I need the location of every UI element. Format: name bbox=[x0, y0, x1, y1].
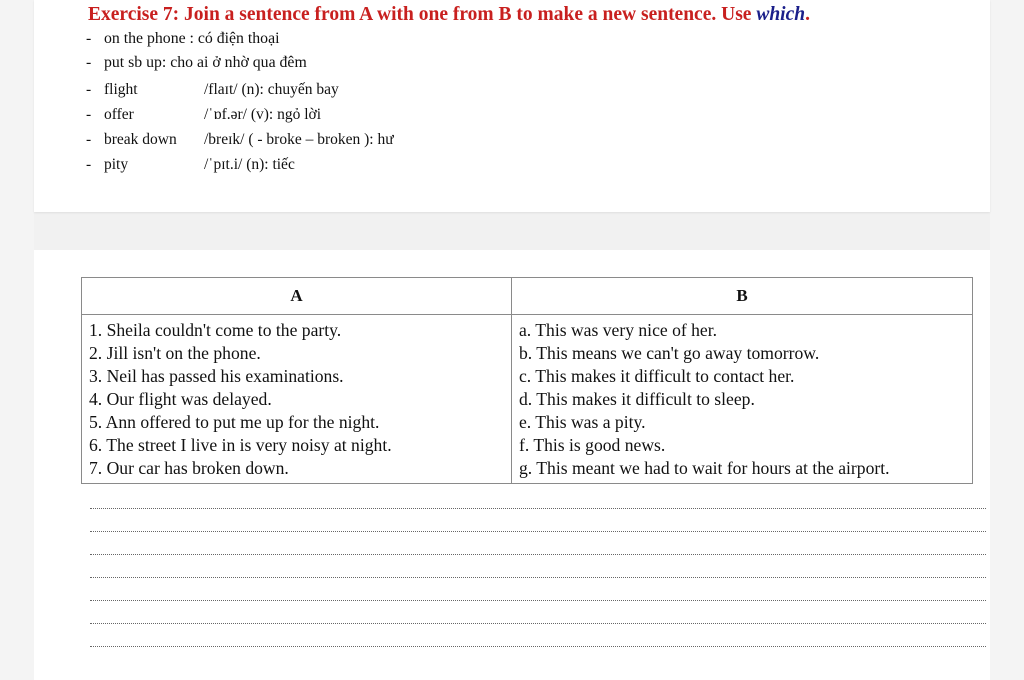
vocab-item bbox=[86, 81, 339, 99]
vocab-dash: - bbox=[86, 54, 92, 71]
answer-line bbox=[90, 646, 986, 647]
sentence-b-item: c. This makes it difficult to contact her. bbox=[519, 366, 795, 386]
vocab-item bbox=[86, 131, 394, 149]
answer-line bbox=[90, 531, 986, 532]
viewer-right-margin bbox=[990, 0, 1024, 680]
matching-table bbox=[81, 277, 973, 484]
vocab-definition: /breɪk/ ( - broke – broken ): hư bbox=[204, 131, 394, 148]
sentence-b-item: g. This meant we had to wait for hours at the airport. bbox=[519, 458, 890, 478]
sentence-a-item: 4. Our flight was delayed. bbox=[89, 389, 272, 409]
column-a-header: A bbox=[82, 278, 512, 315]
exercise-title-emphasis: which bbox=[756, 4, 806, 25]
answer-line bbox=[90, 554, 986, 555]
sentence-a-item: 7. Our car has broken down. bbox=[89, 458, 289, 478]
viewer-left-margin bbox=[0, 0, 34, 680]
vocab-item bbox=[86, 156, 295, 174]
vocab-dash: - bbox=[86, 106, 92, 123]
exercise-title bbox=[88, 4, 810, 26]
sentence-b-item: e. This was a pity. bbox=[519, 412, 646, 432]
answer-line bbox=[90, 508, 986, 509]
sentence-a-item: 1. Sheila couldn't come to the party. bbox=[89, 320, 342, 340]
vocab-text: on the phone : có điện thoại bbox=[104, 30, 280, 47]
vocab-term: break down bbox=[104, 131, 177, 148]
table-row bbox=[82, 315, 973, 484]
sentence-b-item: d. This makes it difficult to sleep. bbox=[519, 389, 755, 409]
vocab-item bbox=[86, 54, 307, 72]
answer-line bbox=[90, 600, 986, 601]
sentence-a-item: 6. The street I live in is very noisy at night. bbox=[89, 435, 392, 455]
column-b-header: B bbox=[512, 278, 973, 315]
sentence-b-item: b. This means we can't go away tomorrow. bbox=[519, 343, 820, 363]
vocab-term: offer bbox=[104, 106, 134, 123]
column-b-cell bbox=[512, 315, 973, 484]
vocab-term: pity bbox=[104, 156, 129, 173]
sentence-b-item: f. This is good news. bbox=[519, 435, 666, 455]
column-a-cell bbox=[82, 315, 512, 484]
table-header-row bbox=[82, 278, 973, 315]
vocab-dash: - bbox=[86, 81, 92, 98]
vocab-item bbox=[86, 30, 279, 48]
answer-line bbox=[90, 623, 986, 624]
exercise-title-end: . bbox=[805, 4, 810, 25]
exercise-title-text: Exercise 7: Join a sentence from A with one from B to make a new sentence. Use bbox=[88, 4, 752, 25]
answer-line bbox=[90, 577, 986, 578]
sentence-a-item: 3. Neil has passed his examinations. bbox=[89, 366, 344, 386]
vocab-definition: /ˈɒf.ər/ (v): ngỏ lời bbox=[204, 106, 322, 123]
vocab-definition: /ˈpɪt.i/ (n): tiếc bbox=[204, 156, 295, 173]
vocab-definition: /flaɪt/ (n): chuyến bay bbox=[204, 81, 339, 98]
vocab-text: put sb up: cho ai ở nhờ qua đêm bbox=[104, 54, 307, 71]
vocab-item bbox=[86, 106, 321, 124]
vocab-term: flight bbox=[104, 81, 138, 98]
sentence-a-item: 5. Ann offered to put me up for the night. bbox=[89, 412, 380, 432]
sentence-b-item: a. This was very nice of her. bbox=[519, 320, 718, 340]
vocab-dash: - bbox=[86, 156, 92, 173]
sentence-a-item: 2. Jill isn't on the phone. bbox=[89, 343, 261, 363]
vocab-dash: - bbox=[86, 131, 92, 148]
vocab-dash: - bbox=[86, 30, 92, 47]
